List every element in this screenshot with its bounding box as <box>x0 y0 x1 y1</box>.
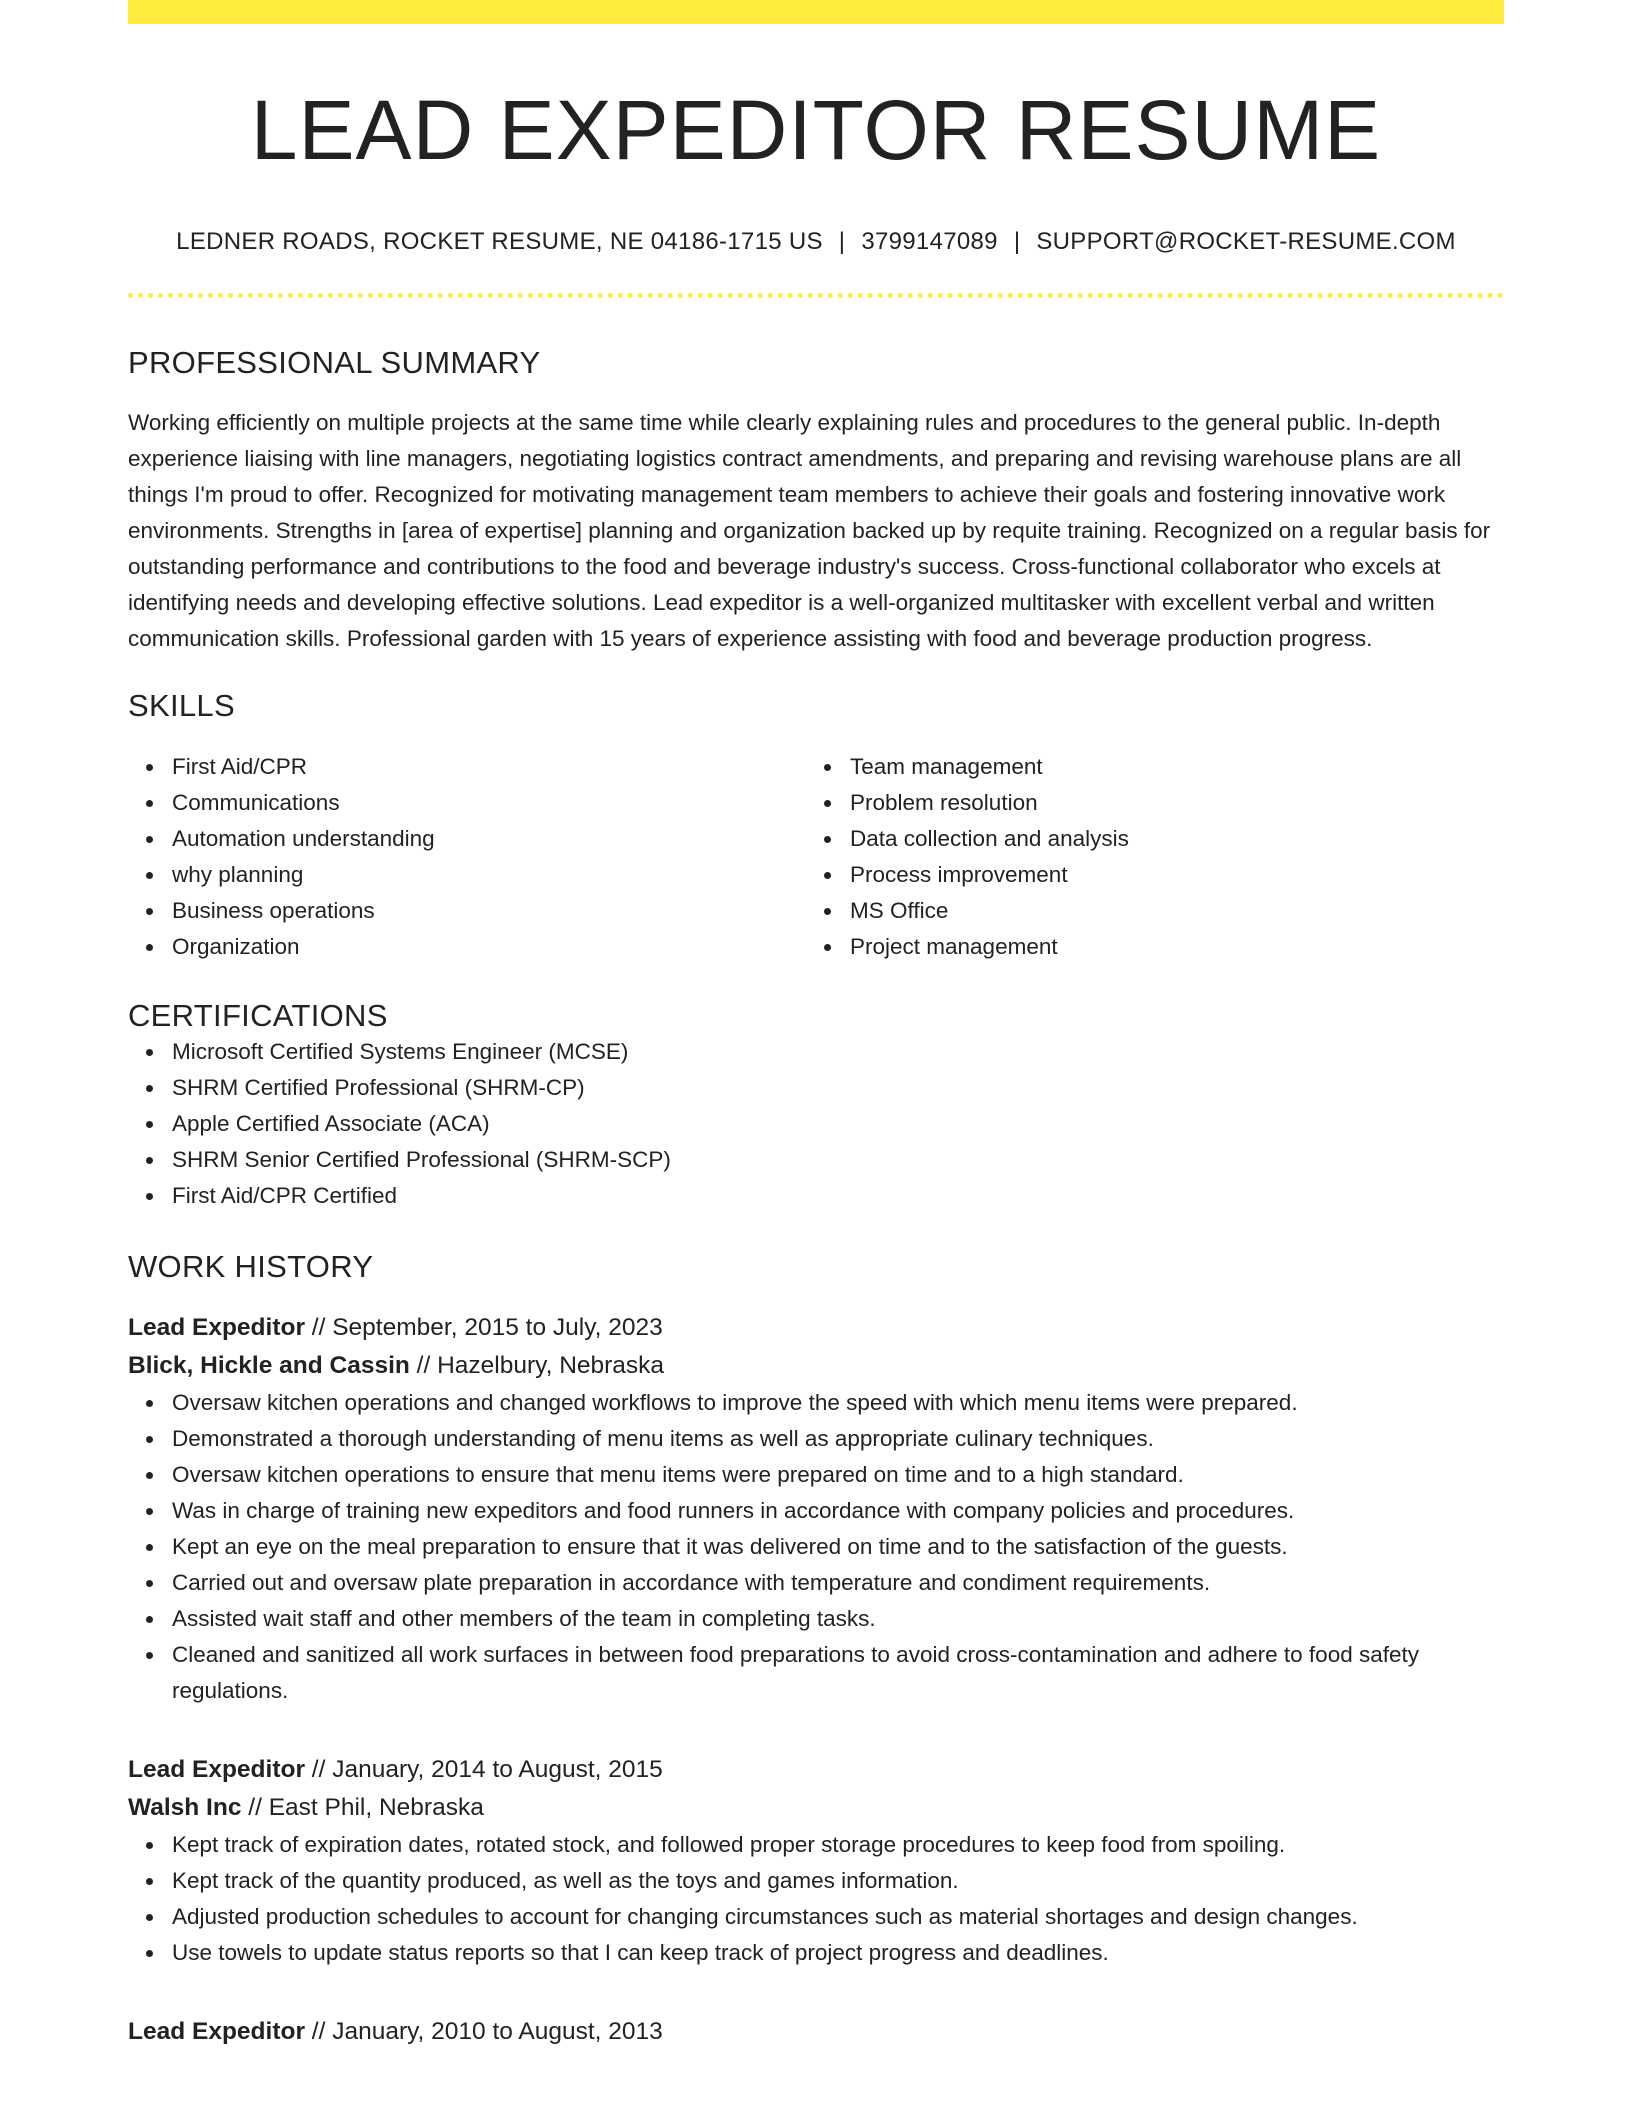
certification-item: Microsoft Certified Systems Engineer (MCSE) <box>128 1034 1504 1070</box>
skill-item: MS Office <box>806 893 1484 929</box>
job-duty: Kept track of the quantity produced, as well as the toys and games information. <box>128 1863 1504 1899</box>
contact-separator: | <box>838 228 846 256</box>
skill-item: Business operations <box>128 893 806 929</box>
certification-item: SHRM Senior Certified Professional (SHRM-SCP) <box>128 1142 1504 1178</box>
header-accent-bar <box>128 0 1504 24</box>
skills-list-left <box>128 749 806 965</box>
job-duty: Adjusted production schedules to account for changing circumstances such as material shortages and design changes. <box>128 1899 1504 1935</box>
resume-title: LEAD EXPEDITOR RESUME <box>250 83 1382 177</box>
job-entry <box>128 1751 1504 1971</box>
contact-email: SUPPORT@ROCKET-RESUME.COM <box>1036 228 1456 256</box>
skill-item: Team management <box>806 749 1484 785</box>
job-dates: September, 2015 to July, 2023 <box>332 1313 663 1341</box>
job-title-line <box>128 2013 1504 2051</box>
skills-heading: SKILLS <box>128 688 235 724</box>
job-title: Lead Expeditor <box>128 1755 305 1783</box>
contact-line <box>128 228 1504 257</box>
work-history-heading: WORK HISTORY <box>128 1248 374 1284</box>
job-separator: // <box>241 1793 269 1821</box>
skill-item: Process improvement <box>806 857 1484 893</box>
job-duty: Carried out and oversaw plate preparation in accordance with temperature and condiment requirements. <box>128 1565 1504 1601</box>
job-title-line <box>128 1309 1504 1347</box>
skills-list-right <box>806 749 1484 965</box>
job-separator: // <box>409 1351 438 1379</box>
job-dates: January, 2010 to August, 2013 <box>332 2017 663 2045</box>
job-company: Blick, Hickle and Cassin <box>128 1351 410 1379</box>
contact-separator: | <box>1013 228 1021 256</box>
job-title-line <box>128 1751 1504 1789</box>
job-company-line <box>128 1789 1504 1827</box>
job-duty: Kept an eye on the meal preparation to ensure that it was delivered on time and to the satisfaction of the guests. <box>128 1529 1504 1565</box>
job-entry <box>128 1309 1504 1709</box>
summary-text: Working efficiently on multiple projects at the same time while clearly explaining rules and procedures to the general public. In-depth experience liaising with line managers, negotiating logistics contract amendments, and preparing and revising warehouse plans are all things I'm proud to offer. Recognized for motivating management team members to achieve their goals and fostering innovative work environments. Strengths in [area of expertise] planning and organization backed up by requite training. Recognized on a regular basis for outstanding performance and contributions to the food and beverage industry's success. Cross-functional collaborator who excels at identifying needs and developing effective solutions. Lead expeditor is a well-organized multitasker with excellent verbal and written communication skills. Professional garden with 15 years of experience assisting with food and beverage production progress. <box>128 410 1491 652</box>
contact-phone: 3799147089 <box>861 228 998 256</box>
job-title: Lead Expeditor <box>128 1313 305 1341</box>
skill-item: First Aid/CPR <box>128 749 806 785</box>
job-location: Hazelbury, Nebraska <box>437 1351 665 1379</box>
job-duty: Demonstrated a thorough understanding of menu items as well as appropriate culinary techniques. <box>128 1421 1504 1457</box>
job-company-line <box>128 1347 1504 1385</box>
certifications-list <box>128 1034 1504 1214</box>
contact-address: LEDNER ROADS, ROCKET RESUME, NE 04186-1715 US <box>176 228 823 256</box>
job-duty: Was in charge of training new expeditors and food runners in accordance with company policies and procedures. <box>128 1493 1504 1529</box>
job-separator: // <box>304 2017 333 2045</box>
job-dates: January, 2014 to August, 2015 <box>332 1755 663 1783</box>
certification-item: SHRM Certified Professional (SHRM-CP) <box>128 1070 1504 1106</box>
skill-item: why planning <box>128 857 806 893</box>
certification-item: First Aid/CPR Certified <box>128 1178 1504 1214</box>
skill-item: Organization <box>128 929 806 965</box>
job-duties-list <box>128 1385 1504 1709</box>
skill-item: Project management <box>806 929 1484 965</box>
job-duty: Oversaw kitchen operations and changed workflows to improve the speed with which menu items were prepared. <box>128 1385 1504 1421</box>
job-company: Walsh Inc <box>128 1793 242 1821</box>
certifications-heading: CERTIFICATIONS <box>128 997 388 1033</box>
skill-item: Communications <box>128 785 806 821</box>
job-duty: Use towels to update status reports so that I can keep track of project progress and deadlines. <box>128 1935 1504 1971</box>
certification-item: Apple Certified Associate (ACA) <box>128 1106 1504 1142</box>
job-location: East Phil, Nebraska <box>268 1793 484 1821</box>
job-duty: Oversaw kitchen operations to ensure that menu items were prepared on time and to a high standard. <box>128 1457 1504 1493</box>
job-duties-list <box>128 1827 1504 1971</box>
resume-page <box>128 0 1504 2051</box>
skills-grid <box>128 749 1504 965</box>
job-duty: Assisted wait staff and other members of the team in completing tasks. <box>128 1601 1504 1637</box>
dotted-divider <box>128 293 1504 298</box>
job-entry <box>128 2013 1504 2051</box>
job-title: Lead Expeditor <box>128 2017 305 2045</box>
job-duty: Cleaned and sanitized all work surfaces in between food preparations to avoid cross-contamination and adhere to food safety regulations. <box>128 1637 1504 1709</box>
summary-heading: PROFESSIONAL SUMMARY <box>128 345 541 381</box>
skill-item: Data collection and analysis <box>806 821 1484 857</box>
job-separator: // <box>304 1755 333 1783</box>
skill-item: Problem resolution <box>806 785 1484 821</box>
job-separator: // <box>304 1313 333 1341</box>
job-duty: Kept track of expiration dates, rotated stock, and followed proper storage procedures to keep food from spoiling. <box>128 1827 1504 1863</box>
skill-item: Automation understanding <box>128 821 806 857</box>
